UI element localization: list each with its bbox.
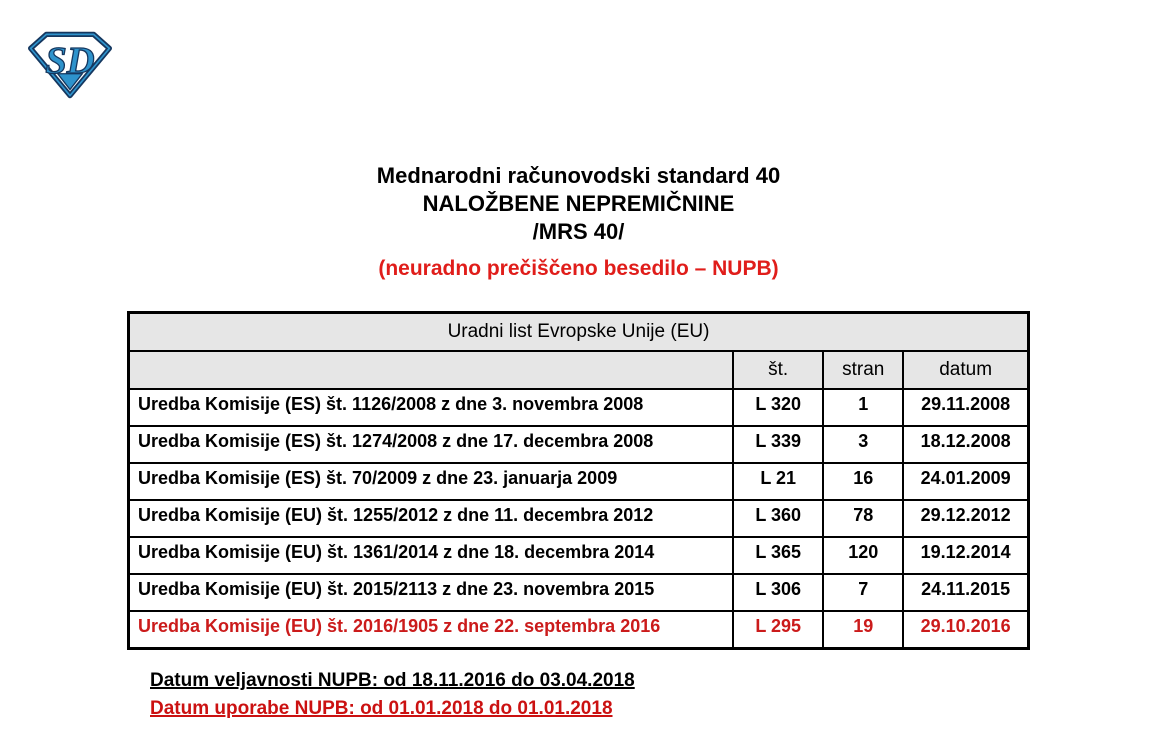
date-cell: 19.12.2014 bbox=[903, 537, 1028, 574]
footer-block bbox=[150, 667, 635, 723]
issue-cell: L 360 bbox=[733, 500, 823, 537]
eu-journal-table bbox=[127, 311, 1030, 650]
regulation-name-cell: Uredba Komisije (ES) št. 1126/2008 z dne 3. novembra 2008 bbox=[129, 389, 734, 426]
issue-cell: L 320 bbox=[733, 389, 823, 426]
table-row bbox=[129, 574, 1029, 611]
application-date-line: Datum uporabe NUPB: od 01.01.2018 do 01.01.2018 bbox=[150, 698, 613, 719]
column-header-datum: datum bbox=[903, 351, 1028, 389]
table-title-row bbox=[129, 313, 1029, 352]
column-header-name bbox=[129, 351, 734, 389]
title-line-3: /MRS 40/ bbox=[532, 219, 625, 244]
table-row bbox=[129, 537, 1029, 574]
page-cell: 16 bbox=[823, 463, 903, 500]
column-header-st: št. bbox=[733, 351, 823, 389]
issue-cell: L 306 bbox=[733, 574, 823, 611]
regulation-name-cell: Uredba Komisije (EU) št. 1255/2012 z dne 11. decembra 2012 bbox=[129, 500, 734, 537]
table-header-row bbox=[129, 351, 1029, 389]
date-cell: 24.11.2015 bbox=[903, 574, 1028, 611]
regulation-name-cell: Uredba Komisije (EU) št. 2015/2113 z dne 23. novembra 2015 bbox=[129, 574, 734, 611]
validity-date-line: Datum veljavnosti NUPB: od 18.11.2016 do 03.04.2018 bbox=[150, 670, 635, 691]
issue-cell: L 339 bbox=[733, 426, 823, 463]
date-cell: 29.11.2008 bbox=[903, 389, 1028, 426]
sd-logo-letters: SD bbox=[45, 39, 95, 82]
sd-logo bbox=[26, 30, 114, 100]
table-row-highlighted bbox=[129, 611, 1029, 649]
date-cell: 24.01.2009 bbox=[903, 463, 1028, 500]
title-line-2: NALOŽBENE NEPREMIČNINE bbox=[422, 191, 735, 216]
table-row bbox=[129, 500, 1029, 537]
issue-cell: L 21 bbox=[733, 463, 823, 500]
regulation-name-cell: Uredba Komisije (ES) št. 70/2009 z dne 23. januarja 2009 bbox=[129, 463, 734, 500]
issue-cell: L 365 bbox=[733, 537, 823, 574]
regulation-name-cell: Uredba Komisije (EU) št. 1361/2014 z dne 18. decembra 2014 bbox=[129, 537, 734, 574]
date-cell: 29.10.2016 bbox=[903, 611, 1028, 649]
date-cell: 29.12.2012 bbox=[903, 500, 1028, 537]
page-cell: 1 bbox=[823, 389, 903, 426]
page-cell: 78 bbox=[823, 500, 903, 537]
title-subtitle: (neuradno prečiščeno besedilo – NUPB) bbox=[378, 257, 779, 280]
table-title: Uradni list Evropske Unije (EU) bbox=[129, 313, 1029, 352]
page-cell: 120 bbox=[823, 537, 903, 574]
regulation-name-cell: Uredba Komisije (ES) št. 1274/2008 z dne 17. decembra 2008 bbox=[129, 426, 734, 463]
table-row bbox=[129, 426, 1029, 463]
page-cell: 7 bbox=[823, 574, 903, 611]
date-cell: 18.12.2008 bbox=[903, 426, 1028, 463]
table-row bbox=[129, 389, 1029, 426]
page-cell: 19 bbox=[823, 611, 903, 649]
issue-cell: L 295 bbox=[733, 611, 823, 649]
column-header-stran: stran bbox=[823, 351, 903, 389]
document-title-block bbox=[0, 162, 1157, 283]
regulation-name-cell: Uredba Komisije (EU) št. 2016/1905 z dne 22. septembra 2016 bbox=[129, 611, 734, 649]
page-cell: 3 bbox=[823, 426, 903, 463]
title-line-1: Mednarodni računovodski standard 40 bbox=[376, 163, 781, 188]
table-row bbox=[129, 463, 1029, 500]
